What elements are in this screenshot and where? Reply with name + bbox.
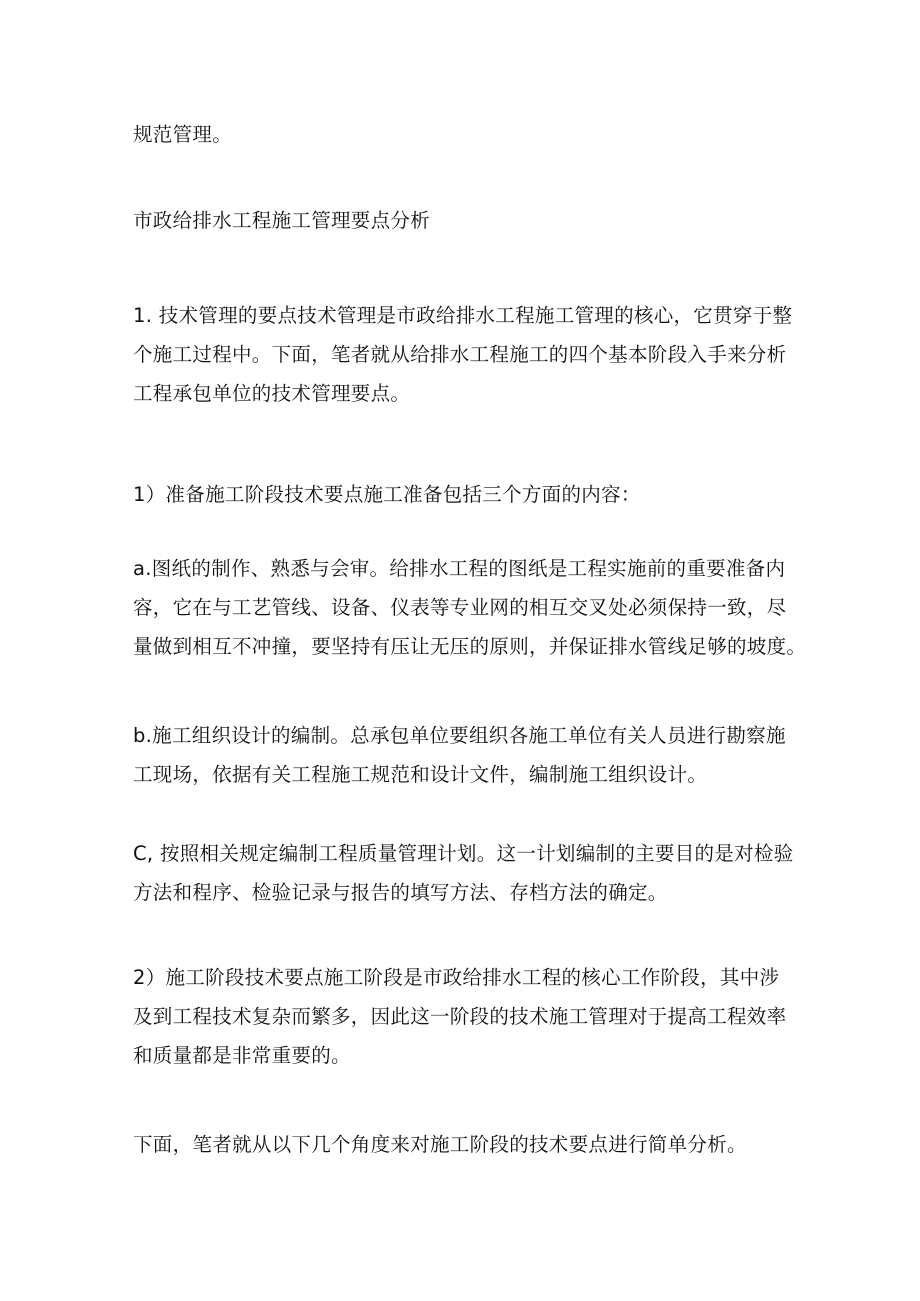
paragraph-intro-fragment	[133, 115, 795, 154]
text-line: 市政给排水工程施工管理要点分析	[133, 209, 431, 232]
text-line: 2）施工阶段技术要点施工阶段是市政给排水工程的核心工作阶段，其中涉	[133, 966, 780, 989]
text-line: 和质量都是非常重要的。	[133, 1044, 351, 1067]
section-heading	[133, 201, 795, 240]
text-line: 容，它在与工艺管线、设备、仪表等专业网的相互交叉处必须保持一致，尽	[133, 596, 787, 619]
text-line: 及到工程技术复杂而繁多，因此这一阶段的技术施工管理对于提高工程效率	[133, 1005, 787, 1028]
text-line: 规范管理。	[133, 123, 233, 146]
paragraph-item-c	[133, 834, 795, 912]
paragraph-technical-management	[133, 296, 795, 413]
text-line: 工现场，依据有关工程施工规范和设计文件，编制施工组织设计。	[133, 763, 708, 786]
text-line: a.图纸的制作、熟悉与会审。给排水工程的图纸是工程实施前的重要准备内	[133, 557, 786, 580]
text-line: 量做到相互不冲撞，要坚持有压让无压的原则，并保证排水管线足够的坡度。	[133, 635, 807, 658]
paragraph-preparation-stage	[133, 475, 795, 514]
text-line: 1）准备施工阶段技术要点施工准备包括三个方面的内容：	[133, 483, 641, 506]
text-line: 方法和程序、检验记录与报告的填写方法、存档方法的确定。	[133, 881, 668, 904]
paragraph-construction-stage	[133, 958, 795, 1075]
paragraph-closing	[133, 1125, 795, 1164]
text-line: 工程承包单位的技术管理要点。	[133, 382, 411, 405]
paragraph-item-b	[133, 716, 795, 794]
paragraph-item-a	[133, 549, 807, 666]
text-line: b.施工组织设计的编制。总承包单位要组织各施工单位有关人员进行勘察施	[133, 724, 786, 747]
text-line: 下面，笔者就从以下几个角度来对施工阶段的技术要点进行简单分析。	[133, 1133, 747, 1156]
text-line: 1. 技术管理的要点技术管理是市政给排水工程施工管理的核心，它贯穿于整	[133, 304, 793, 327]
text-line: 个施工过程中。下面，笔者就从给排水工程施工的四个基本阶段入手来分析	[133, 343, 787, 366]
text-line: C, 按照相关规定编制工程质量管理计划。这一计划编制的主要目的是对检验	[133, 842, 794, 865]
